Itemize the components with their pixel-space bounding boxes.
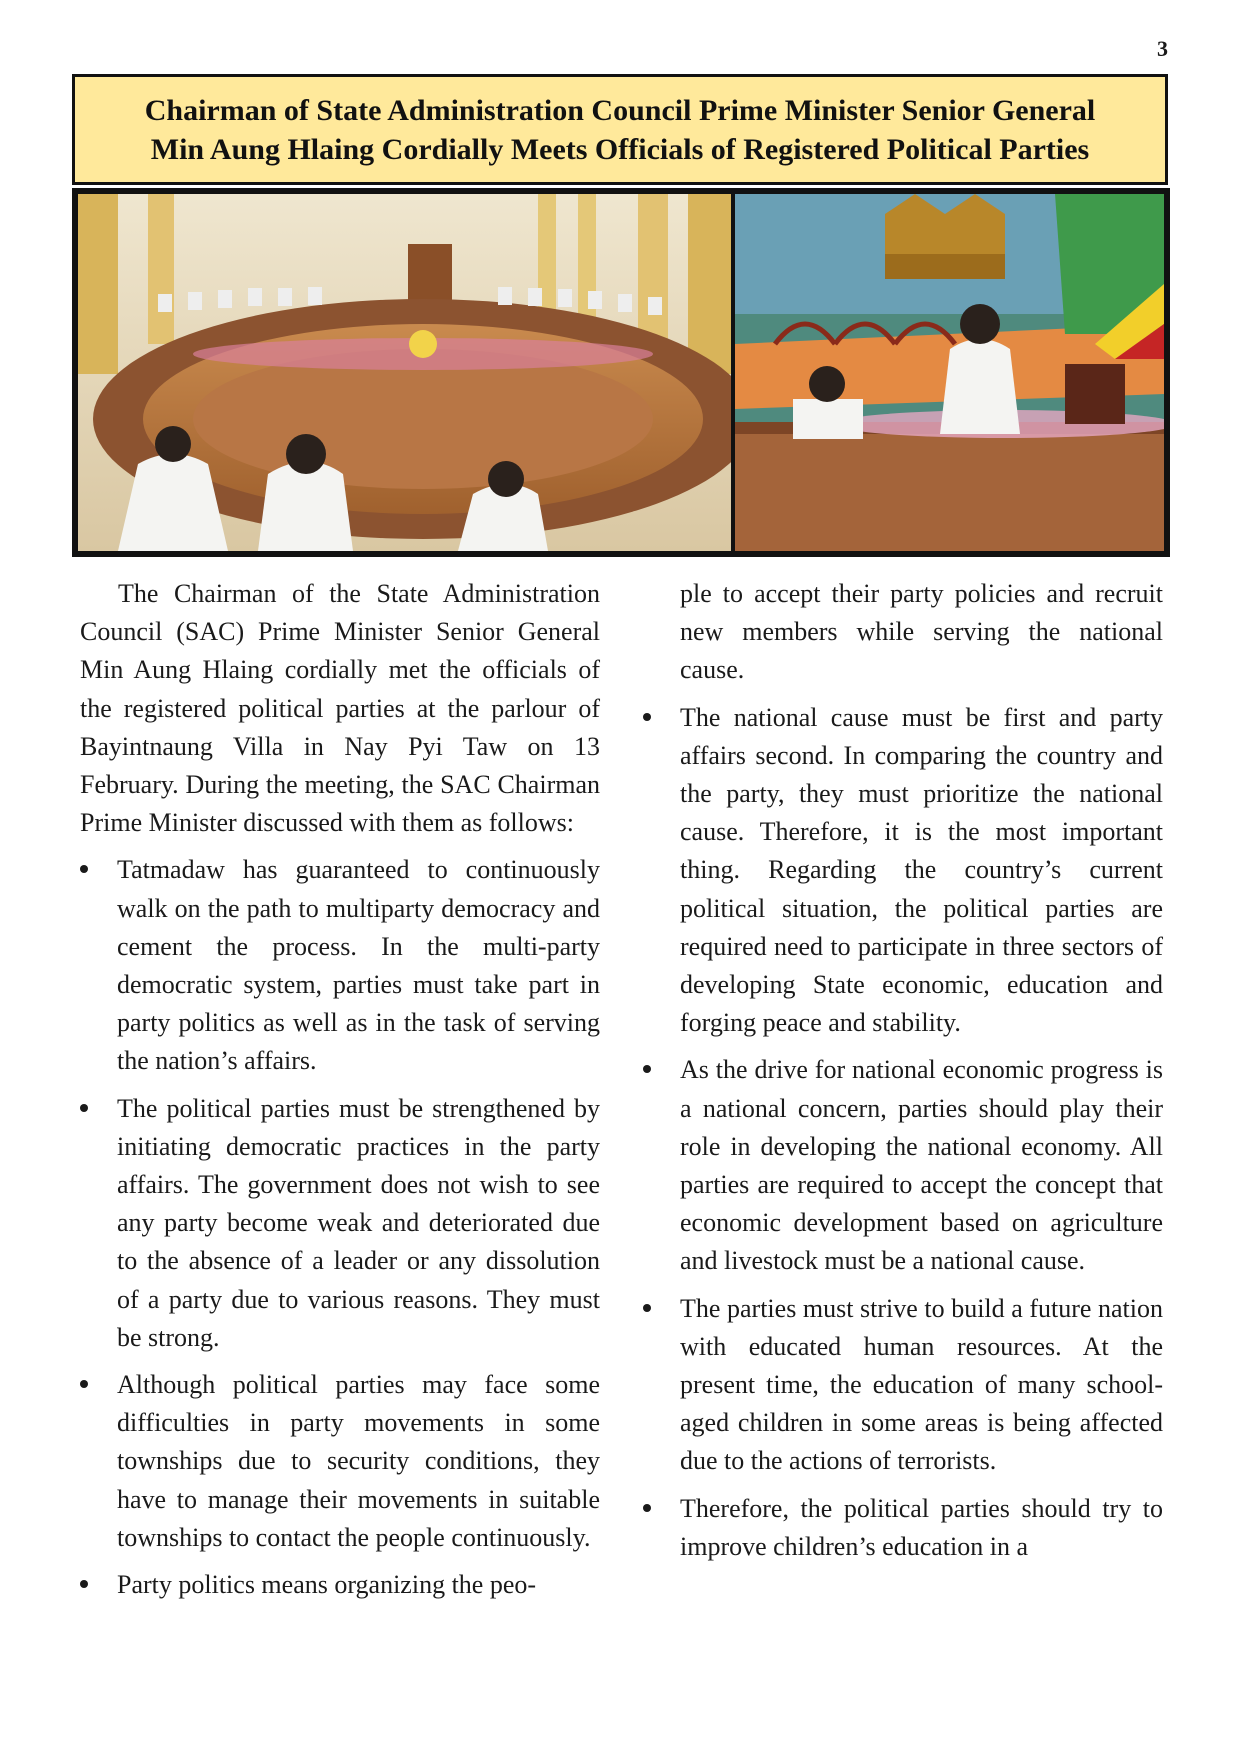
bullet-icon [80, 1104, 88, 1112]
bullet-icon [80, 865, 88, 873]
photo-strip [72, 188, 1170, 557]
list-item: The parties must strive to build a future nation with educated human resources. At the present time, the education of many school-aged children in some areas is being affected due to the actions of terrorists. [643, 1290, 1163, 1481]
headline-line-2: Min Aung Hlaing Cordially Meets Officials of Registered Political Parties [150, 132, 1090, 166]
article-intro: The Chairman of the State Administration Council (SAC) Prime Minister Senior General Min Aung Hlaing cordially met the officials of the registered political parties at the parlour of Bayintnaung Villa in Nay Pyi Taw on 13 February. During the meeting, the SAC Chairman Prime Minister discussed with them as follows: [80, 579, 600, 838]
bullet-icon [80, 1380, 88, 1388]
headline-box [72, 74, 1168, 185]
list-item: The political parties must be strengthened by initiating democratic practices in the party affairs. The government does not wish to see any party become weak and deteriorated due to the absence of a leader or any dissolution of a party due to various reasons. They must be strong. [80, 1090, 600, 1357]
article-column-right [643, 575, 1163, 1566]
meeting-hall-illustration [78, 194, 731, 551]
bullet-icon [80, 1580, 88, 1588]
article-column-left [80, 575, 600, 1604]
list-item: The national cause must be first and party affairs second. In comparing the country and the party, they must prioritize the national cause. Therefore, it is the most important thing. Regarding the country’s current political situation, the political parties are required need to participate in three sectors of developing State economic, education and forging peace and stability. [643, 699, 1163, 1043]
headline-line-1: Chairman of State Administration Council Prime Minister Senior General [144, 93, 1096, 127]
list-item-continuation: ple to accept their party policies and recruit new members while serving the national cause. [680, 579, 1163, 685]
list-item: Although political parties may face some difficulties in party movements in some townships due to security conditions, they have to manage their movements in suitable townships to contact the people continuously. [80, 1366, 600, 1557]
bullet-icon [643, 713, 651, 721]
page-number: 3 [1157, 36, 1168, 61]
list-item: Party politics means organizing the peo- [80, 1566, 600, 1604]
list-item: Tatmadaw has guaranteed to continuously walk on the path to multiparty democracy and cement the process. In the multi-party democratic system, parties must take part in party politics as well as in the task of serving the nation’s affairs. [80, 851, 600, 1080]
bullet-icon [643, 1065, 651, 1073]
bullet-icon [643, 1504, 651, 1512]
bullet-icon [643, 1304, 651, 1312]
bullet-list-left [80, 851, 600, 1604]
bullet-list-right [643, 575, 1163, 1566]
meeting-hall-photo [78, 194, 731, 551]
list-item: As the drive for national economic progress is a national concern, parties should play their role in developing the national economy. All parties are required to accept the concept that economic development based on agriculture and livestock must be a national cause. [643, 1051, 1163, 1280]
head-table-photo [735, 194, 1164, 551]
head-table-illustration [735, 194, 1164, 551]
list-item: Therefore, the political parties should try to improve children’s education in a [643, 1490, 1163, 1566]
